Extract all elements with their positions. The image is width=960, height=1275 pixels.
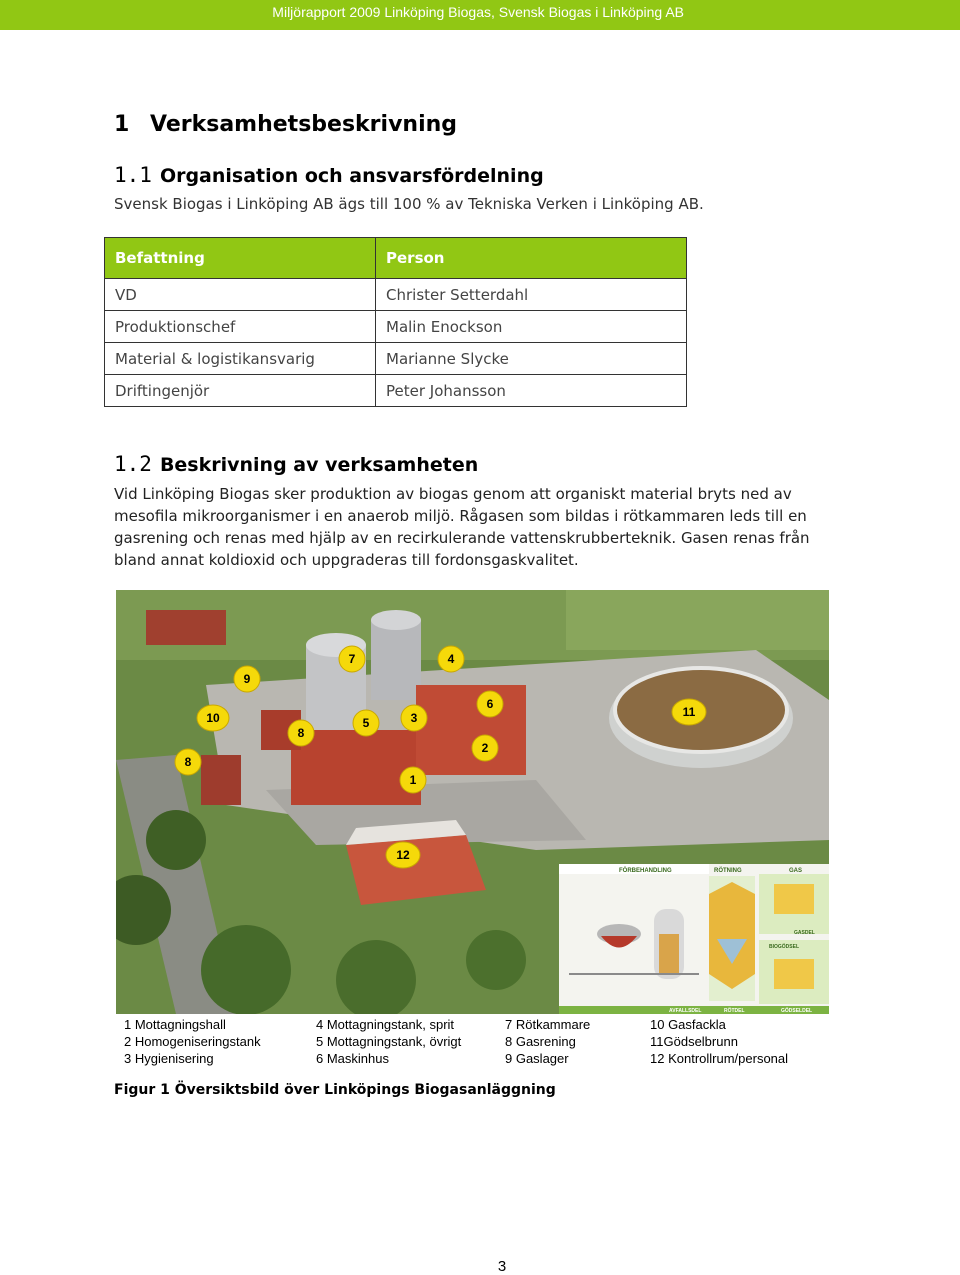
svg-text:7: 7 <box>348 652 356 666</box>
label-fertiliser-section: GÖDSELDEL <box>781 1008 813 1014</box>
svg-text:10: 10 <box>206 711 220 725</box>
label-digester-section: RÖTDEL <box>724 1008 745 1014</box>
label-waste-section: AVFALLSDEL <box>669 1008 702 1014</box>
running-header-bar <box>0 0 960 30</box>
legend-item: 8 Gasrening <box>505 1034 576 1049</box>
person-cell: Christer Setterdahl <box>376 279 687 311</box>
legend-item: 2 Homogeniseringstank <box>124 1034 261 1049</box>
marker-layer <box>116 590 829 1014</box>
legend-item: 1 Mottagningshall <box>124 1017 226 1032</box>
svg-text:1: 1 <box>409 773 417 787</box>
running-header-title: Miljörapport 2009 Linköping Biogas, Svensk Biogas i Linköping AB <box>272 4 684 20</box>
table-row <box>105 375 687 407</box>
svg-text:2: 2 <box>481 741 489 755</box>
marker-8b <box>175 749 201 775</box>
section-1-title: Verksamhetsbeskrivning <box>150 112 458 137</box>
section-1-number: 1 <box>114 112 130 137</box>
table-row <box>105 311 687 343</box>
page-number: 3 <box>497 1258 507 1275</box>
position-cell: Material & logistikansvarig <box>105 343 376 375</box>
legend-item: 11Gödselbrunn <box>650 1034 738 1049</box>
legend-item: 6 Maskinhus <box>316 1051 389 1066</box>
legend-column-3 <box>505 1016 590 1067</box>
legend-item: 12 Kontrollrum/personal <box>650 1051 789 1066</box>
marker-1 <box>400 767 426 793</box>
marker-10 <box>197 705 229 731</box>
legend-item: 7 Rötkammare <box>505 1017 591 1032</box>
operations-description: Vid Linköping Biogas sker produktion av biogas genom att organiskt material bryts ned av mesofila mikroorganismer i en anaerob miljö. Rågasen som bildas i rötkammaren leds till en gasrening och renas med hjälp av en recirkulerande vattenskrubberteknik. Gasen renas från bland annat koldioxid och uppgraderas till fordonsgaskvalitet. <box>114 485 810 569</box>
label-pretreatment: FÖRBEHANDLING <box>619 868 672 874</box>
person-cell: Marianne Slycke <box>376 343 687 375</box>
svg-text:8: 8 <box>297 726 305 740</box>
section-1-1-heading <box>114 163 544 187</box>
table-row <box>105 343 687 375</box>
person-cell: Peter Johansson <box>376 375 687 407</box>
marker-11 <box>672 699 706 725</box>
legend-column-1 <box>124 1016 261 1067</box>
legend-column-4 <box>650 1016 788 1067</box>
figure-caption: Figur 1 Översiktsbild över Linköpings Biogasanläggning <box>114 1082 556 1098</box>
svg-text:5: 5 <box>362 716 370 730</box>
label-digestion: RÖTNING <box>714 868 742 874</box>
position-cell: Driftingenjör <box>105 375 376 407</box>
marker-9 <box>234 666 260 692</box>
svg-text:8: 8 <box>184 755 192 769</box>
table-row <box>105 279 687 311</box>
legend-item: 4 Mottagningstank, sprit <box>316 1017 455 1032</box>
position-cell: VD <box>105 279 376 311</box>
position-cell: Produktionschef <box>105 311 376 343</box>
marker-3 <box>401 705 427 731</box>
legend-item: 10 Gasfackla <box>650 1017 726 1032</box>
section-1-2-heading <box>114 452 478 476</box>
marker-12 <box>386 842 420 868</box>
svg-text:12: 12 <box>396 848 410 862</box>
section-1-1-title: Organisation och ansvarsfördelning <box>159 165 544 187</box>
marker-5 <box>353 710 379 736</box>
person-cell: Malin Enockson <box>376 311 687 343</box>
svg-text:4: 4 <box>447 652 455 666</box>
column-header-person: Person <box>376 238 687 279</box>
label-gas-section: GASDEL <box>794 930 815 936</box>
legend-column-2 <box>316 1016 461 1067</box>
marker-7 <box>339 646 365 672</box>
svg-text:9: 9 <box>243 672 251 686</box>
legend-item: 9 Gaslager <box>505 1051 569 1066</box>
marker-4 <box>438 646 464 672</box>
table-header-row <box>105 238 687 279</box>
svg-text:11: 11 <box>682 705 696 719</box>
label-biofertiliser: BIOGÖDSEL <box>769 944 800 950</box>
svg-text:6: 6 <box>486 697 494 711</box>
section-1-1-number: 1.1 <box>114 163 152 187</box>
organisation-table <box>104 237 687 407</box>
plant-aerial-photo <box>116 590 829 1014</box>
marker-8a <box>288 720 314 746</box>
section-1-2-title: Beskrivning av verksamheten <box>159 454 479 476</box>
section-1-2-number: 1.2 <box>114 452 152 476</box>
column-header-position: Befattning <box>105 238 376 279</box>
legend-item: 3 Hygienisering <box>124 1051 214 1066</box>
section-1-heading <box>114 112 457 137</box>
label-gas: GAS <box>789 868 803 874</box>
ownership-statement: Svensk Biogas i Linköping AB ägs till 100 % av Tekniska Verken i Linköping AB. <box>114 195 704 213</box>
svg-text:3: 3 <box>410 711 418 725</box>
marker-2 <box>472 735 498 761</box>
marker-6 <box>477 691 503 717</box>
legend-item: 5 Mottagningstank, övrigt <box>316 1034 462 1049</box>
